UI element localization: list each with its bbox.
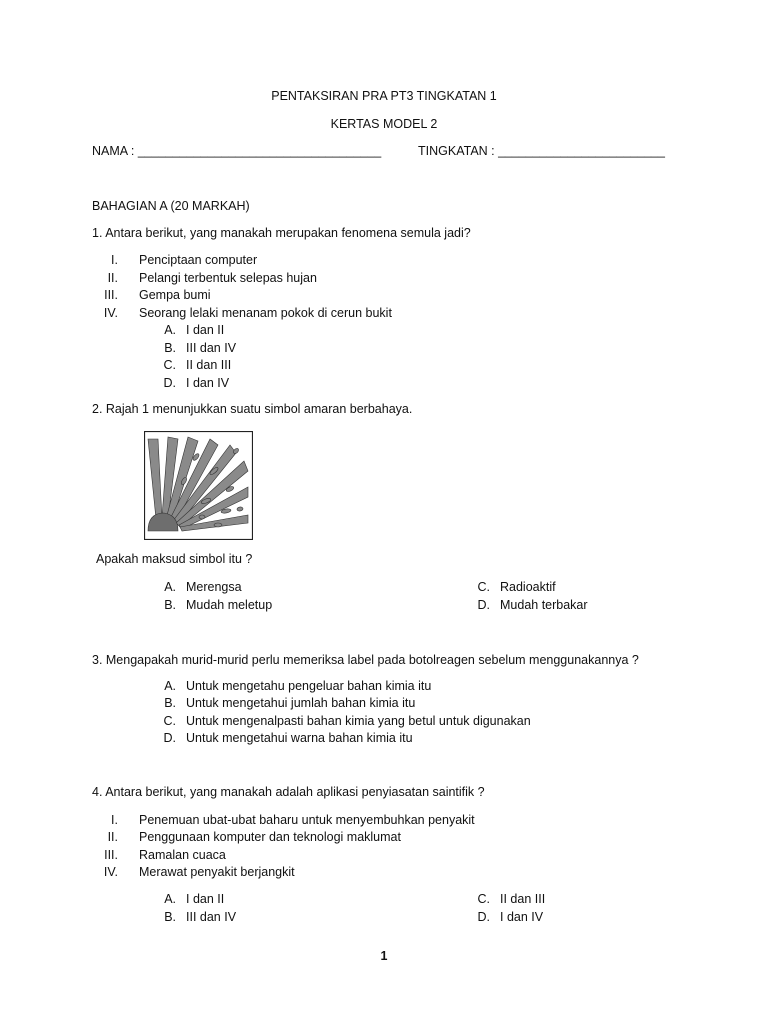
explosive-hazard-icon — [144, 431, 253, 540]
nama-field-label: NAMA : ___________________________________ — [92, 144, 382, 158]
statement-text: Seorang lelaki menanam pokok di cerun bukit — [139, 306, 392, 320]
page-title: PENTAKSIRAN PRA PT3 TINGKATAN 1 — [271, 89, 497, 103]
option-letter: A. — [164, 580, 176, 594]
option-text: Untuk mengetahu pengeluar bahan kimia itu — [186, 679, 432, 693]
option-text: III dan IV — [186, 910, 237, 924]
option-text: Mudah meletup — [186, 598, 273, 612]
option-text: Mudah terbakar — [500, 598, 588, 612]
option-text: Untuk mengenalpasti bahan kimia yang betul untuk digunakan — [186, 714, 531, 728]
statement-text: Ramalan cuaca — [139, 848, 226, 862]
option-letter: C. — [477, 892, 490, 906]
statement-num: IV. — [103, 865, 118, 879]
statement-num: II. — [107, 271, 118, 285]
option-text: III dan IV — [186, 341, 237, 355]
statement-text: Gempa bumi — [139, 288, 211, 302]
option-text: Untuk mengetahui warna bahan kimia itu — [186, 731, 413, 745]
option-letter: A. — [164, 679, 176, 693]
statement-num: III. — [104, 288, 118, 302]
statement-text: Pelangi terbentuk selepas hujan — [139, 271, 317, 285]
section-heading: BAHAGIAN A (20 MARKAH) — [92, 199, 250, 213]
page-number: 1 — [380, 949, 388, 963]
option-letter: B. — [164, 341, 176, 355]
question-2-prompt: Apakah maksud simbol itu ? — [96, 552, 253, 566]
option-text: Merengsa — [186, 580, 242, 594]
statement-text: Penggunaan komputer dan teknologi maklumat — [139, 830, 401, 844]
option-letter: B. — [164, 696, 176, 710]
option-text: Untuk mengetahui jumlah bahan kimia itu — [186, 696, 416, 710]
option-letter: D. — [477, 598, 490, 612]
option-letter: B. — [164, 910, 176, 924]
statement-num: I. — [111, 253, 118, 267]
statement-text: Penciptaan computer — [139, 253, 258, 267]
statement-text: Merawat penyakit berjangkit — [139, 865, 295, 879]
option-letter: D. — [163, 731, 176, 745]
question-2: 2. Rajah 1 menunjukkan suatu simbol amaran berbahaya. — [92, 402, 413, 416]
question-3: 3. Mengapakah murid-murid perlu memeriksa label pada botolreagen sebelum menggunakannya ? — [92, 653, 639, 667]
option-text: I dan II — [186, 323, 225, 337]
option-letter: A. — [164, 323, 176, 337]
option-text: II dan III — [186, 358, 232, 372]
option-letter: C. — [163, 358, 176, 372]
statement-num: II. — [107, 830, 118, 844]
option-text: I dan IV — [186, 376, 230, 390]
option-letter: B. — [164, 598, 176, 612]
option-text: I dan IV — [500, 910, 544, 924]
option-letter: D. — [477, 910, 490, 924]
question-1: 1. Antara berikut, yang manakah merupakan fenomena semula jadi? — [92, 226, 471, 240]
option-letter: A. — [164, 892, 176, 906]
page-subtitle: KERTAS MODEL 2 — [330, 117, 438, 131]
option-text: II dan III — [500, 892, 546, 906]
option-letter: C. — [163, 714, 176, 728]
statement-num: III. — [104, 848, 118, 862]
tingkatan-field-label: TINGKATAN : ________________________ — [418, 144, 665, 158]
statement-num: I. — [111, 813, 118, 827]
statement-num: IV. — [103, 306, 118, 320]
question-4: 4. Antara berikut, yang manakah adalah aplikasi penyiasatan saintifik ? — [92, 785, 485, 799]
option-letter: C. — [477, 580, 490, 594]
statement-text: Penemuan ubat-ubat baharu untuk menyembuhkan penyakit — [139, 813, 475, 827]
option-text: I dan II — [186, 892, 225, 906]
option-letter: D. — [163, 376, 176, 390]
option-text: Radioaktif — [500, 580, 556, 594]
